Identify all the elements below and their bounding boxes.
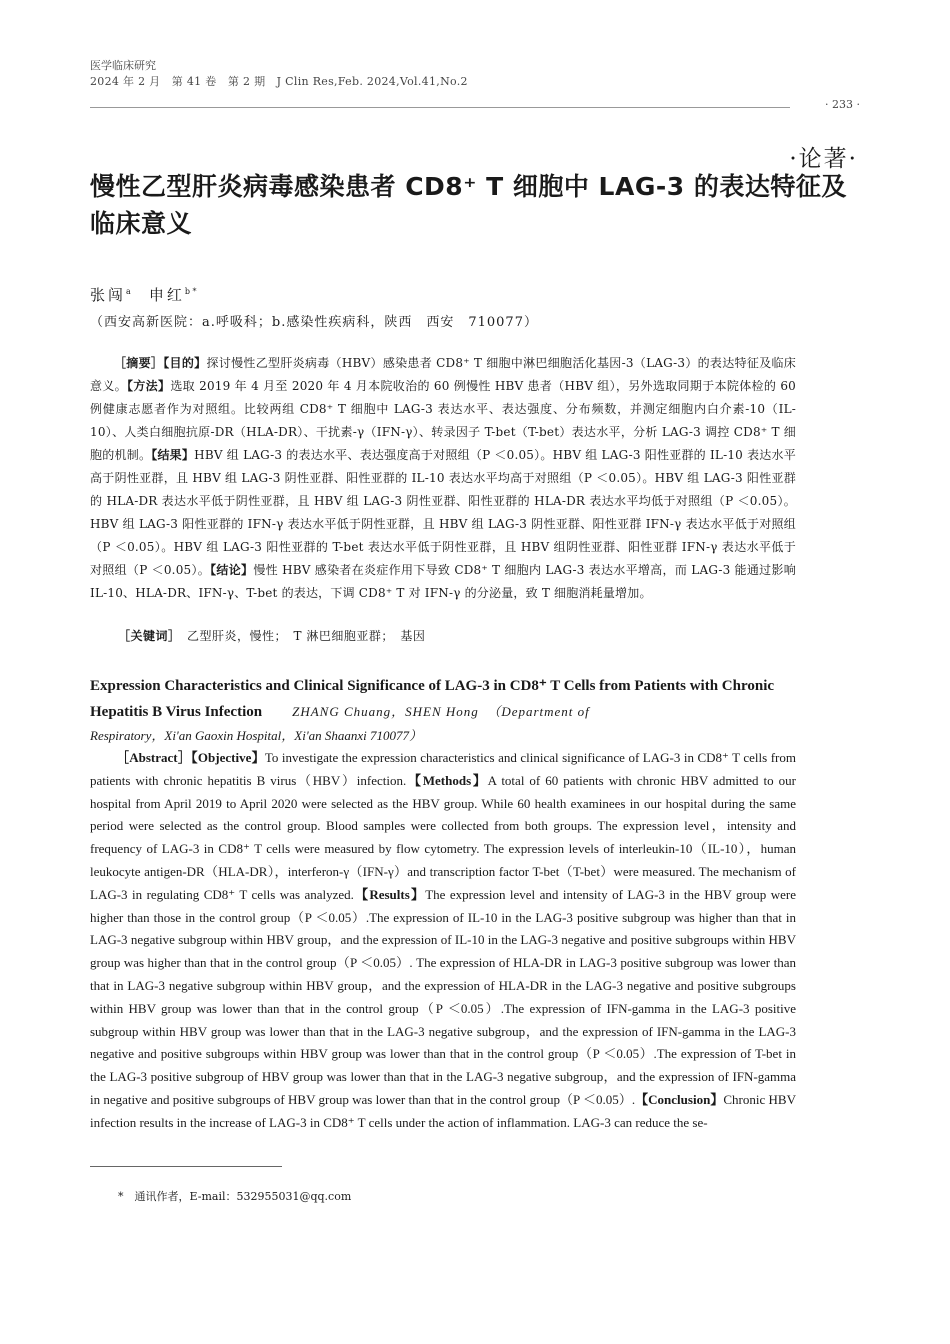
header-rule <box>90 107 790 108</box>
objective-en-label: 【Objective】 <box>191 750 265 765</box>
methods-text: 选取 2019 年 4 月至 2020 年 4 月本院收治的 60 例慢性 HBV 患者（HBV 组），另外选取同期于本院体检的 60 例健康志愿者作为对照组。比较两组 CD8⁺ T 细胞中 LAG-3 表达水平、表达强度、分布频数，并测定细胞内白介素-10（IL-10）、人类白细胞抗原-DR（HLA-DR）、干扰素-γ（IFN-γ）、转录因子 T-bet（T-bet）表达水平，分析 LAG-3 调控 CD8⁺ T 细胞的机制。 <box>90 379 796 462</box>
footnote-rule <box>90 1166 282 1167</box>
conclusion-en-text: Chronic HBV infection results in the increase of LAG-3 in CD8⁺ T cells under the action of inflammation. LAG-3 can reduce the se- <box>90 1091 796 1130</box>
section-tag: ·论著· <box>789 146 858 172</box>
objective-text: 探讨慢性乙型肝炎病毒（HBV）感染患者 CD8⁺ T 细胞中淋巴细胞活化基因-3（LAG-3）的表达特征及临床意义。 <box>90 356 796 393</box>
author-name: 申红 <box>148 286 185 304</box>
journal-name: 医学临床研究 <box>90 59 156 72</box>
abstract-en-label: ［Abstract］ <box>116 750 192 765</box>
keywords-cn <box>118 627 425 644</box>
abstract-label: ［摘要］ <box>114 356 164 370</box>
author-affil-mark: b * <box>184 287 197 296</box>
issue-line: 2024 年 2 月 第 41 卷 第 2 期 J Clin Res,Feb. 2024,Vol.41,No.2 <box>90 75 468 88</box>
conclusion-text: 慢性 HBV 感染者在炎症作用下导致 CD8⁺ T 细胞内 LAG-3 表达水平增高，而 LAG-3 能通过影响 IL-10、HLA-DR、IFN-γ、T-bet 的表达，下调 CD8⁺ T 对 IFN-γ 的分泌量，致 T 细胞消耗量增加。 <box>90 563 796 600</box>
results-label: 【结果】 <box>151 448 195 462</box>
keywords-label: ［关键词］ <box>118 629 175 643</box>
affiliation-en-start: （Department of <box>493 704 590 719</box>
author-list <box>90 284 197 305</box>
methods-en-label: 【Methods】 <box>406 772 488 788</box>
results-en-text: The expression level and intensity of LAG-3 in the HBV group were higher than those in the control group（P ＜0.05）.The expression of IL-10 in the LAG-3 positive subgroup was higher than that in LAG-3 negative subgroup within HBV group，and the expression of IL-10 in the LAG-3 negative and positive subgroups within HBV group was higher than that in the control group（P ＜0.05）. The expression of HLA-DR in LAG-3 positive subgroup was lower than that in LAG-3 negative subgroup within HBV group，and the expression of HLA-DR in the LAG-3 negative and positive subgroups within HBV group was lower than that in the control group（P ＜0.05）.The expression of IFN-gamma in the LAG-3 positive subgroup within HBV group was lower than that in the LAG-3 negative subgroup，and the expression of IFN-gamma in the LAG-3 negative and positive subgroups within HBV group was lower than that in the control group（P ＜0.05）.The expression of T-bet in the LAG-3 positive subgroup of HBV group was lower than that in the LAG-3 negative subgroup，and the expression of IFN-gamma in negative and positive subgroups of HBV group was lower than that in the control group（P ＜0.05）. <box>90 886 796 1107</box>
affiliation-en: Respiratory，Xi'an Gaoxin Hospital，Xi'an Shaanxi 710077） <box>90 728 422 743</box>
keywords-text: 乙型肝炎，慢性； T 淋巴细胞亚群； 基因 <box>187 629 426 643</box>
footnote: * 通讯作者，E-mail：532955031@qq.com <box>118 1190 352 1203</box>
methods-label: 【方法】 <box>127 379 171 393</box>
conclusion-label: 【结论】 <box>210 563 254 577</box>
results-en-label: 【Results】 <box>353 886 426 902</box>
article-title-en <box>90 674 796 725</box>
authors-en: ZHANG Chuang，SHEN Hong <box>292 704 479 719</box>
title-en-text: Expression Characteristics and Clinical Significance of LAG-3 in CD8⁺ T Cells from Patients with Chronic Hepatitis B Virus Infection <box>90 678 775 720</box>
running-header <box>90 58 860 111</box>
abstract-en <box>90 747 796 1135</box>
author-affil-mark: a <box>126 287 131 296</box>
conclusion-en-label: 【Conclusion】 <box>635 1091 724 1107</box>
abstract-cn <box>90 352 796 605</box>
page-number: · 233 · <box>825 98 860 111</box>
affiliation-cn: （西安高新医院：a.呼吸科；b.感染性疾病科，陕西 西安 710077） <box>90 315 538 330</box>
objective-en-text: To investigate the expression characteristics and clinical significance of LAG-3 in CD8⁺ T cells from patients with chronic hepatitis B virus（HBV）infection. <box>90 750 796 788</box>
article-title-cn: 慢性乙型肝炎病毒感染患者 CD8⁺ T 细胞中 LAG-3 的表达特征及临床意义 <box>90 172 847 238</box>
results-text: HBV 组 LAG-3 的表达水平、表达强度高于对照组（P ＜0.05）。HBV 组 LAG-3 阳性亚群的 IL-10 表达水平高于阴性亚群，且 HBV 组 LAG-3 阴性亚群、阳性亚群的 IL-10 表达水平均高于对照组（P ＜0.05）。HBV 组 LAG-3 阳性亚群的 HLA-DR 表达水平低于阴性亚群，且 HBV 组 LAG-3 阴性亚群、阳性亚群的 HLA-DR 表达水平均低于对照组（P ＜0.05）。HBV 组 LAG-3 阳性亚群的 IFN-γ 表达水平低于阴性亚群，且 HBV 组 LAG-3 阴性亚群、阳性亚群 IFN-γ 表达水平低于对照组（P ＜0.05）。HBV 组 LAG-3 阳性亚群的 T-bet 表达水平低于阴性亚群，且 HBV 组阴性亚群、阳性亚群 IFN-γ 表达水平低于对照组（P ＜0.05）。 <box>90 448 796 577</box>
objective-label: 【目的】 <box>163 356 207 370</box>
author-name: 张闯 <box>90 286 127 304</box>
methods-en-text: A total of 60 patients with chronic HBV admitted to our hospital from April 2019 to April 2020 were selected as the HBV group. While 60 health examinees in our hospital during the same period were selected as the control group. Blood samples were collected from both groups. The expression level，intensity and frequency of LAG-3 in CD8⁺ T cells were measured by flow cytometry. The expression levels of interleukin-10（IL-10），human leukocyte antigen-DR（HLA-DR），interferon-γ（IFN-γ）and transcription factor T-bet（T-bet）were measured. The mechanism of LAG-3 in regulating CD8⁺ T cells was analyzed. <box>90 772 796 902</box>
